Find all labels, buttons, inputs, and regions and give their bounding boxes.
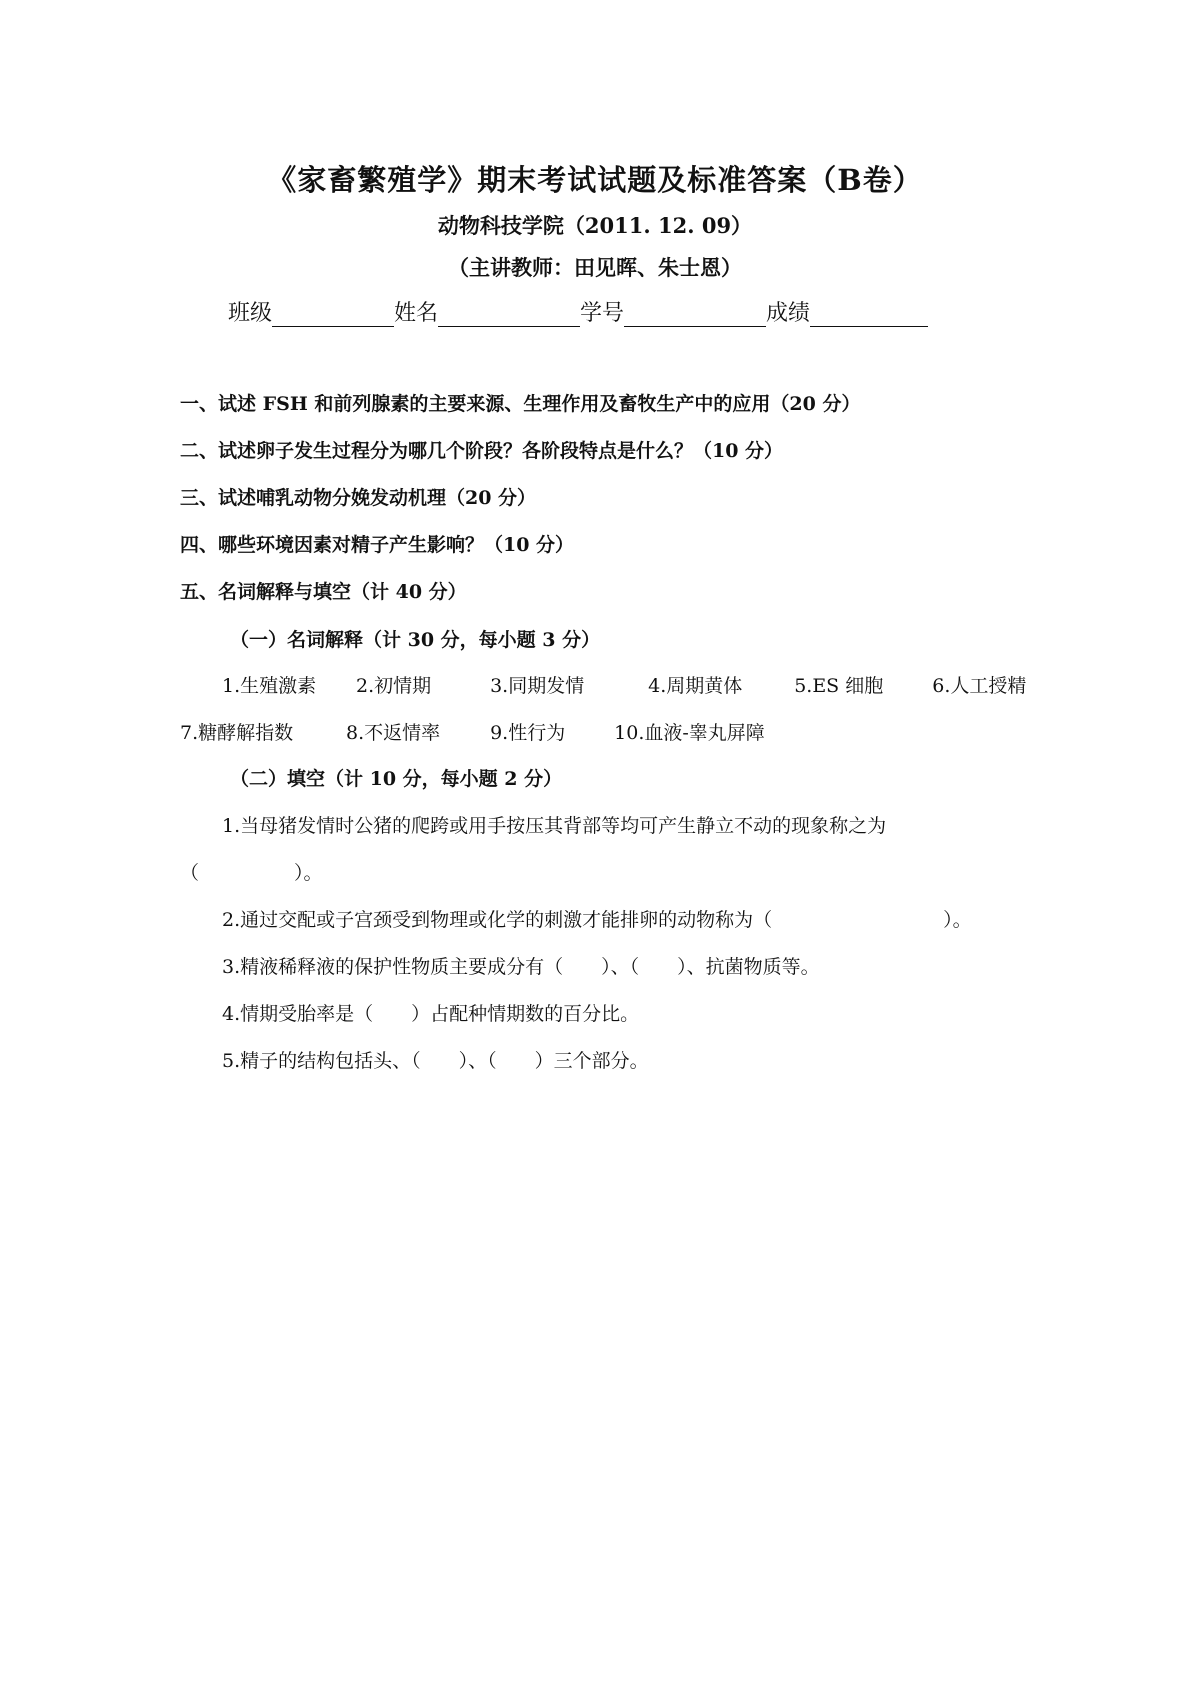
term-item: 5.ES 细胞 [794, 675, 884, 697]
class-label: 班级 [228, 301, 273, 326]
fill-item-4: 4.情期受胎率是（ ）占配种情期数的百分比。 [222, 1003, 640, 1025]
terms-heading: （一）名词解释（计 30 分，每小题 3 分） [230, 629, 601, 651]
term-item: 3.同期发情 [490, 675, 585, 697]
question-3: 三、试述哺乳动物分娩发动机理（20 分） [180, 487, 537, 509]
exam-subtitle: 动物科技学院（2011. 12. 09） [437, 213, 753, 238]
fill-item-1-line-1: 1.当母猪发情时公猪的爬跨或用手按压其背部等均可产生静立不动的现象称之为 [222, 815, 887, 837]
student-info-row [228, 296, 928, 327]
question-4: 四、哪些环境因素对精子产生影响？（10 分） [180, 534, 575, 556]
term-item: 7.糖酵解指数 [180, 722, 294, 744]
fill-item-2: 2.通过交配或子宫颈受到物理或化学的刺激才能排卵的动物称为（ ）。 [222, 909, 972, 931]
teachers-line: （主讲教师：田见晖、朱士恩） [448, 255, 742, 280]
student-id-label: 学号 [580, 301, 625, 326]
term-item: 9.性行为 [490, 722, 566, 744]
name-label: 姓名 [394, 301, 439, 326]
terms-row-1 [222, 671, 1026, 698]
term-item: 2.初情期 [356, 675, 432, 697]
term-item: 1.生殖激素 [222, 675, 317, 697]
term-item: 8.不返情率 [346, 722, 441, 744]
question-5: 五、名词解释与填空（计 40 分） [180, 581, 467, 603]
term-item: 4.周期黄体 [648, 675, 743, 697]
fill-item-5: 5.精子的结构包括头、（ ）、（ ）三个部分。 [222, 1050, 649, 1072]
name-blank[interactable] [438, 302, 580, 327]
terms-row-2 [180, 718, 765, 745]
exam-title: 《家畜繁殖学》期末考试试题及标准答案（B卷） [267, 163, 923, 197]
fill-item-3: 3.精液稀释液的保护性物质主要成分有（ ）、（ ）、抗菌物质等。 [222, 956, 820, 978]
question-2: 二、试述卵子发生过程分为哪几个阶段？各阶段特点是什么？（10 分） [180, 440, 784, 462]
fill-item-1-line-2: （ ）。 [180, 862, 323, 884]
student-id-blank[interactable] [624, 302, 766, 327]
question-1: 一、试述 FSH 和前列腺素的主要来源、生理作用及畜牧生产中的应用（20 分） [180, 393, 861, 415]
class-blank[interactable] [272, 302, 394, 327]
term-item: 6.人工授精 [932, 675, 1027, 697]
score-label: 成绩 [766, 301, 811, 326]
term-item: 10.血液-睾丸屏障 [614, 722, 765, 744]
fill-heading: （二）填空（计 10 分，每小题 2 分） [230, 768, 563, 790]
score-blank[interactable] [810, 302, 928, 327]
